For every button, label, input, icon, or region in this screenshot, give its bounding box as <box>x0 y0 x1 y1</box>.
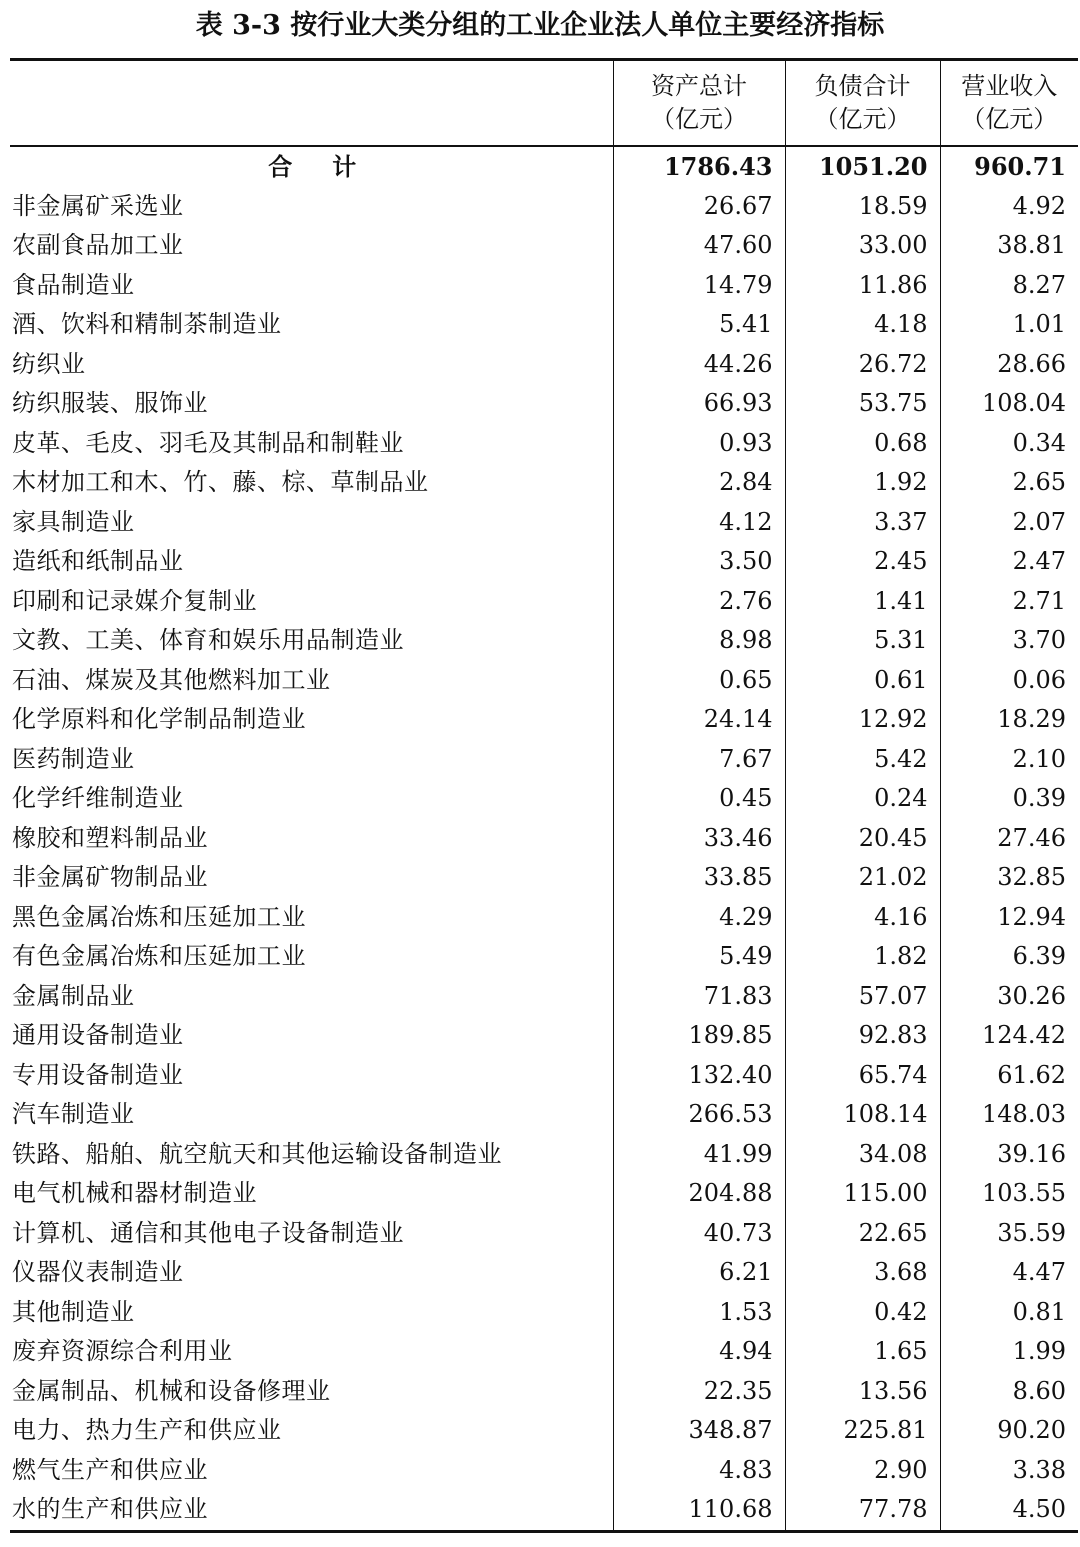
revenue-value: 4.50 <box>940 1490 1078 1531</box>
table-row <box>10 1135 1078 1175</box>
assets-value: 0.45 <box>613 779 785 819</box>
table-row <box>10 463 1078 503</box>
assets-value: 5.41 <box>613 305 785 345</box>
revenue-value: 1.01 <box>940 305 1078 345</box>
revenue-value: 0.06 <box>940 661 1078 701</box>
liabilities-value: 53.75 <box>785 384 940 424</box>
revenue-value: 28.66 <box>940 345 1078 385</box>
revenue-value: 8.27 <box>940 266 1078 306</box>
liabilities-value: 4.18 <box>785 305 940 345</box>
assets-value: 189.85 <box>613 1016 785 1056</box>
revenue-value: 27.46 <box>940 819 1078 859</box>
liabilities-value: 3.37 <box>785 503 940 543</box>
revenue-value: 3.70 <box>940 621 1078 661</box>
assets-value: 33.85 <box>613 858 785 898</box>
revenue-value: 2.07 <box>940 503 1078 543</box>
table-row <box>10 1016 1078 1056</box>
total-revenue-value: 960.71 <box>940 146 1078 187</box>
liabilities-value: 115.00 <box>785 1174 940 1214</box>
table-row <box>10 503 1078 543</box>
liabilities-value: 13.56 <box>785 1372 940 1412</box>
industry-name: 造纸和纸制品业 <box>12 547 184 576</box>
assets-value: 348.87 <box>613 1411 785 1451</box>
table-row <box>10 858 1078 898</box>
industry-name: 其他制造业 <box>12 1297 135 1326</box>
liabilities-value: 65.74 <box>785 1056 940 1096</box>
liabilities-value: 33.00 <box>785 226 940 266</box>
header-industry-blank <box>10 60 613 147</box>
table-row <box>10 621 1078 661</box>
assets-value: 22.35 <box>613 1372 785 1412</box>
industry-name: 电力、热力生产和供应业 <box>12 1416 282 1445</box>
table-row <box>10 1214 1078 1254</box>
liabilities-value: 3.68 <box>785 1253 940 1293</box>
table-row <box>10 1095 1078 1135</box>
table-body <box>10 146 1078 1531</box>
industry-name: 农副食品加工业 <box>12 231 184 260</box>
industry-name: 仪器仪表制造业 <box>12 1258 184 1287</box>
liabilities-value: 2.90 <box>785 1451 940 1491</box>
revenue-value: 103.55 <box>940 1174 1078 1214</box>
header-name: 营业收入 <box>961 72 1058 100</box>
table-row <box>10 424 1078 464</box>
industry-name: 文教、工美、体育和娱乐用品制造业 <box>12 626 404 655</box>
revenue-value: 0.81 <box>940 1293 1078 1333</box>
industry-name: 纺织服装、服饰业 <box>12 389 208 418</box>
industry-name: 橡胶和塑料制品业 <box>12 823 208 852</box>
revenue-value: 1.99 <box>940 1332 1078 1372</box>
total-row <box>10 146 1078 187</box>
industry-name: 食品制造业 <box>12 270 135 299</box>
table-title: 表 3-3 按行业大类分组的工业企业法人单位主要经济指标 <box>195 10 885 41</box>
header-total-liabilities <box>785 60 940 147</box>
table-row <box>10 1490 1078 1531</box>
liabilities-value: 108.14 <box>785 1095 940 1135</box>
liabilities-value: 1.41 <box>785 582 940 622</box>
liabilities-value: 57.07 <box>785 977 940 1017</box>
revenue-value: 3.38 <box>940 1451 1078 1491</box>
industry-name: 通用设备制造业 <box>12 1021 184 1050</box>
revenue-value: 2.10 <box>940 740 1078 780</box>
assets-value: 40.73 <box>613 1214 785 1254</box>
table-row <box>10 661 1078 701</box>
industry-name: 计算机、通信和其他电子设备制造业 <box>12 1218 404 1247</box>
industry-name: 纺织业 <box>12 349 86 378</box>
industry-name: 水的生产和供应业 <box>12 1495 208 1524</box>
table-row <box>10 582 1078 622</box>
industry-name: 汽车制造业 <box>12 1100 135 1129</box>
header-total-assets <box>613 60 785 147</box>
revenue-value: 108.04 <box>940 384 1078 424</box>
table-row <box>10 898 1078 938</box>
industry-name: 家具制造业 <box>12 507 135 536</box>
industry-name: 印刷和记录媒介复制业 <box>12 586 257 615</box>
liabilities-value: 18.59 <box>785 187 940 227</box>
revenue-value: 12.94 <box>940 898 1078 938</box>
table-row <box>10 266 1078 306</box>
assets-value: 33.46 <box>613 819 785 859</box>
liabilities-value: 1.82 <box>785 937 940 977</box>
revenue-value: 38.81 <box>940 226 1078 266</box>
assets-value: 4.29 <box>613 898 785 938</box>
assets-value: 132.40 <box>613 1056 785 1096</box>
liabilities-value: 2.45 <box>785 542 940 582</box>
table-row <box>10 1372 1078 1412</box>
revenue-value: 6.39 <box>940 937 1078 977</box>
revenue-value: 4.47 <box>940 1253 1078 1293</box>
assets-value: 26.67 <box>613 187 785 227</box>
liabilities-value: 34.08 <box>785 1135 940 1175</box>
revenue-value: 2.71 <box>940 582 1078 622</box>
industry-name: 金属制品、机械和设备修理业 <box>12 1376 331 1405</box>
assets-value: 266.53 <box>613 1095 785 1135</box>
assets-value: 44.26 <box>613 345 785 385</box>
assets-value: 2.84 <box>613 463 785 503</box>
industry-name: 非金属矿物制品业 <box>12 863 208 892</box>
economic-indicators-table <box>10 58 1078 1533</box>
revenue-value: 2.47 <box>940 542 1078 582</box>
liabilities-value: 92.83 <box>785 1016 940 1056</box>
table-header <box>10 60 1078 147</box>
assets-value: 1.53 <box>613 1293 785 1333</box>
header-name: 资产总计 <box>651 72 747 100</box>
assets-value: 4.83 <box>613 1451 785 1491</box>
header-unit: （亿元） <box>814 105 911 133</box>
revenue-value: 61.62 <box>940 1056 1078 1096</box>
assets-value: 4.94 <box>613 1332 785 1372</box>
header-unit: （亿元） <box>651 105 747 133</box>
revenue-value: 124.42 <box>940 1016 1078 1056</box>
assets-value: 66.93 <box>613 384 785 424</box>
revenue-value: 2.65 <box>940 463 1078 503</box>
revenue-value: 0.39 <box>940 779 1078 819</box>
revenue-value: 30.26 <box>940 977 1078 1017</box>
liabilities-value: 4.16 <box>785 898 940 938</box>
revenue-value: 18.29 <box>940 700 1078 740</box>
industry-name: 专用设备制造业 <box>12 1060 184 1089</box>
liabilities-value: 12.92 <box>785 700 940 740</box>
assets-value: 4.12 <box>613 503 785 543</box>
industry-name: 医药制造业 <box>12 744 135 773</box>
header-row <box>10 60 1078 147</box>
assets-value: 47.60 <box>613 226 785 266</box>
revenue-value: 4.92 <box>940 187 1078 227</box>
industry-name: 化学原料和化学制品制造业 <box>12 705 306 734</box>
industry-name: 有色金属冶炼和压延加工业 <box>12 942 306 971</box>
industry-name: 黑色金属冶炼和压延加工业 <box>12 902 306 931</box>
assets-value: 14.79 <box>613 266 785 306</box>
table-row <box>10 305 1078 345</box>
industry-name: 金属制品业 <box>12 981 135 1010</box>
industry-name: 非金属矿采选业 <box>12 191 184 220</box>
liabilities-value: 0.42 <box>785 1293 940 1333</box>
assets-value: 6.21 <box>613 1253 785 1293</box>
industry-name: 木材加工和木、竹、藤、棕、草制品业 <box>12 468 429 497</box>
revenue-value: 90.20 <box>940 1411 1078 1451</box>
table-row <box>10 1253 1078 1293</box>
assets-value: 3.50 <box>613 542 785 582</box>
assets-value: 41.99 <box>613 1135 785 1175</box>
industry-name: 皮革、毛皮、羽毛及其制品和制鞋业 <box>12 428 404 457</box>
assets-value: 0.65 <box>613 661 785 701</box>
liabilities-value: 5.42 <box>785 740 940 780</box>
liabilities-value: 26.72 <box>785 345 940 385</box>
total-label-text: 合计 <box>268 152 397 182</box>
table-row <box>10 1174 1078 1214</box>
table-row <box>10 819 1078 859</box>
liabilities-value: 1.92 <box>785 463 940 503</box>
total-assets-value: 1786.43 <box>613 146 785 187</box>
table-row <box>10 384 1078 424</box>
liabilities-value: 21.02 <box>785 858 940 898</box>
header-operating-revenue <box>940 60 1078 147</box>
liabilities-value: 0.24 <box>785 779 940 819</box>
revenue-value: 0.34 <box>940 424 1078 464</box>
industry-name: 燃气生产和供应业 <box>12 1455 208 1484</box>
table-row <box>10 937 1078 977</box>
liabilities-value: 77.78 <box>785 1490 940 1531</box>
assets-value: 110.68 <box>613 1490 785 1531</box>
industry-name: 铁路、船舶、航空航天和其他运输设备制造业 <box>12 1139 502 1168</box>
industry-name: 电气机械和器材制造业 <box>12 1179 257 1208</box>
table-row <box>10 700 1078 740</box>
table-row <box>10 542 1078 582</box>
table-row <box>10 779 1078 819</box>
table-row <box>10 977 1078 1017</box>
liabilities-value: 225.81 <box>785 1411 940 1451</box>
liabilities-value: 22.65 <box>785 1214 940 1254</box>
revenue-value: 8.60 <box>940 1372 1078 1412</box>
table-row <box>10 187 1078 227</box>
assets-value: 7.67 <box>613 740 785 780</box>
assets-value: 204.88 <box>613 1174 785 1214</box>
industry-name: 石油、煤炭及其他燃料加工业 <box>12 665 331 694</box>
liabilities-value: 0.61 <box>785 661 940 701</box>
assets-value: 8.98 <box>613 621 785 661</box>
assets-value: 2.76 <box>613 582 785 622</box>
liabilities-value: 5.31 <box>785 621 940 661</box>
header-unit: （亿元） <box>961 105 1058 133</box>
revenue-value: 39.16 <box>940 1135 1078 1175</box>
revenue-value: 148.03 <box>940 1095 1078 1135</box>
revenue-value: 32.85 <box>940 858 1078 898</box>
liabilities-value: 0.68 <box>785 424 940 464</box>
assets-value: 5.49 <box>613 937 785 977</box>
table-row <box>10 1332 1078 1372</box>
table-row <box>10 226 1078 266</box>
total-liabilities-value: 1051.20 <box>785 146 940 187</box>
total-label <box>10 146 613 187</box>
table-row <box>10 1056 1078 1096</box>
revenue-value: 35.59 <box>940 1214 1078 1254</box>
table-row <box>10 1451 1078 1491</box>
table-row <box>10 345 1078 385</box>
liabilities-value: 1.65 <box>785 1332 940 1372</box>
assets-value: 24.14 <box>613 700 785 740</box>
assets-value: 0.93 <box>613 424 785 464</box>
industry-name: 废弃资源综合利用业 <box>12 1337 233 1366</box>
assets-value: 71.83 <box>613 977 785 1017</box>
liabilities-value: 11.86 <box>785 266 940 306</box>
table-row <box>10 1411 1078 1451</box>
header-name: 负债合计 <box>814 72 911 100</box>
table-row <box>10 740 1078 780</box>
liabilities-value: 20.45 <box>785 819 940 859</box>
industry-name: 化学纤维制造业 <box>12 784 184 813</box>
table-row <box>10 1293 1078 1333</box>
industry-name: 酒、饮料和精制茶制造业 <box>12 310 282 339</box>
